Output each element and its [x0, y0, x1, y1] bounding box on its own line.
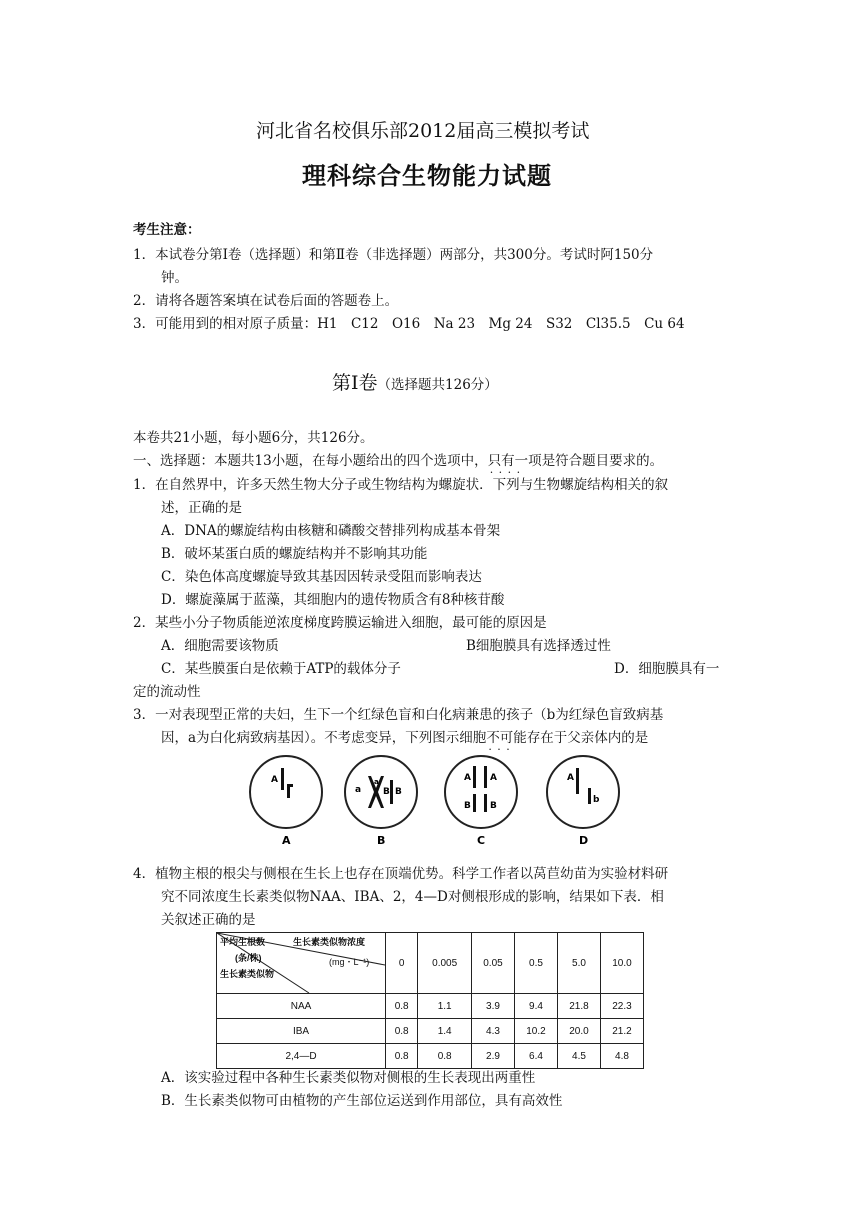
table-cell: 1.4	[418, 1019, 472, 1044]
q2-option-d-cont: 定的流动性	[133, 684, 201, 700]
row-name: IBA	[217, 1019, 386, 1044]
figure-label-a: A	[282, 834, 291, 847]
q1-option-c: C．染色体高度螺旋导致其基因因转录受阻而影响表达	[161, 569, 482, 585]
gene-label: a	[355, 785, 362, 795]
q4-option-b: B．生长素类似物可由植物的产生部位运送到作用部位，具有高效性	[161, 1093, 563, 1109]
table-cell: 4.8	[600, 1044, 643, 1069]
q1-stem-cont: 述，正确的是	[161, 500, 242, 516]
q3-text-b: 存在于父亲体内的是	[526, 730, 649, 746]
q2-option-b: B细胞膜具有选择透过性	[466, 638, 611, 654]
chromosome-icon	[576, 768, 579, 794]
table-cell: 9.4	[514, 994, 557, 1019]
q2-stem: 2．某些小分子物质能逆浓度梯度跨膜运输进入细胞，最可能的原因是	[133, 615, 547, 631]
table-cell: 21.2	[600, 1019, 643, 1044]
figure-label-b: B	[377, 834, 386, 847]
cell-a-outline	[250, 756, 322, 828]
table-cell: 21.8	[557, 994, 600, 1019]
chromosome-icon	[390, 780, 393, 804]
table-cell: 22.3	[600, 994, 643, 1019]
table-cell: 6.4	[514, 1044, 557, 1069]
q2-option-a: A．细胞需要该物质	[161, 638, 279, 654]
figure-label-d: D	[579, 834, 589, 847]
table-row	[217, 1019, 644, 1044]
gene-label: A	[490, 773, 497, 783]
column-header: 0.05	[471, 933, 514, 994]
cell-figures	[240, 750, 640, 850]
table-cell: 0.8	[418, 1044, 472, 1069]
cell-c-outline	[445, 756, 517, 828]
corner-unit-label: (mg・L⁻¹)	[329, 957, 370, 967]
section-heading	[332, 368, 498, 395]
column-header: 5.0	[557, 933, 600, 994]
instruction-emphasis: 只有一项 · · · ·	[488, 453, 542, 469]
table-header-row	[217, 933, 644, 994]
table-row	[217, 1044, 644, 1069]
column-header: 0	[386, 933, 418, 994]
gene-label: B	[490, 801, 497, 811]
page-title: 理科综合生物能力试题	[302, 161, 552, 190]
gene-label: B	[383, 787, 390, 797]
cell-d-outline	[547, 756, 619, 828]
q4-option-a: A．该实验过程中各种生长素类似物对侧根的生长表现出两重性	[161, 1070, 536, 1086]
q1-option-d: D．螺旋藻属于蓝藻，其细胞内的遗传物质含有8种核苷酸	[161, 592, 505, 608]
corner-top-right-label: 生长素类似物浓度	[293, 937, 366, 947]
table-cell: 2.9	[471, 1044, 514, 1069]
row-name: NAA	[217, 994, 386, 1019]
q3-emphasis: 不可能 · · ·	[486, 730, 527, 746]
column-header: 0.5	[514, 933, 557, 994]
table-cell: 3.9	[471, 994, 514, 1019]
chromosome-icon	[473, 794, 476, 812]
gene-label: b	[593, 795, 600, 805]
table-cell: 10.2	[514, 1019, 557, 1044]
q4-stem: 4．植物主根的根尖与侧根在生长上也存在顶端优势。科学工作者以莴苣幼苗为实验材料研	[133, 866, 669, 882]
instruction-text-b: 是符合题目要求的。	[541, 453, 664, 469]
section-title: 第Ⅰ卷	[332, 372, 378, 394]
section-intro: 本卷共21小题，每小题6分，共126分。	[133, 430, 374, 446]
q1-stem: 1．在自然界中，许多天然生物大分子或生物结构为螺旋状．下列与生物螺旋结构相关的叙	[133, 477, 669, 493]
q3-stem: 3．一对表现型正常的夫妇，生下一个红绿色盲和白化病兼患的孩子（b为红绿色盲致病基	[133, 707, 664, 723]
table-cell: 0.8	[386, 1044, 418, 1069]
notice-item-2: 2．请将各题答案填在试卷后面的答题卷上。	[133, 293, 399, 309]
table-cell: 0.8	[386, 994, 418, 1019]
table-cell: 0.8	[386, 1019, 418, 1044]
q3-stem-cont	[161, 726, 648, 746]
notice-item-3: 3．可能用到的相对原子质量：H1 C12 O16 Na 23 Mg 24 S32 Cl35.5 Cu 64	[133, 316, 685, 332]
table-cell: 20.0	[557, 1019, 600, 1044]
corner-top-label: 平均生根数	[220, 937, 266, 947]
q1-option-b: B．破坏某蛋白质的螺旋结构并不影响其功能	[161, 546, 428, 562]
chromosome-icon	[588, 788, 591, 804]
chromosome-icon	[473, 766, 476, 788]
q4-stem-cont: 究不同浓度生长素类似物NAA、IBA、2，4—D对侧根形成的影响，结果如下表．相	[161, 889, 664, 905]
notice-item-1: 1．本试卷分第Ⅰ卷（选择题）和第Ⅱ卷（非选择题）两部分，共300分。考试时阿150分	[133, 247, 654, 263]
column-header: 0.005	[418, 933, 472, 994]
gene-label: B	[464, 801, 471, 811]
cell-diagrams	[240, 750, 640, 850]
gene-label: A	[567, 773, 574, 783]
data-table	[216, 932, 644, 1069]
q4-stem-cont2: 关叙述正确的是	[161, 912, 256, 928]
notice-title: 考生注意：	[133, 222, 201, 238]
chromosome-icon	[287, 784, 293, 787]
row-name: 2,4—D	[217, 1044, 386, 1069]
q2-option-c: C．某些膜蛋白是依赖于ATP的载体分子	[161, 661, 401, 677]
gene-label: B	[395, 787, 402, 797]
figure-label-c: C	[477, 834, 486, 847]
gene-label: A	[271, 775, 278, 785]
table-row	[217, 994, 644, 1019]
section-subtitle: （选择题共126分）	[377, 377, 498, 393]
column-header: 10.0	[600, 933, 643, 994]
corner-mid-label: (条/株)	[235, 953, 262, 963]
section-instruction	[133, 449, 663, 469]
q1-option-a: A．DNA的螺旋结构由核糖和磷酸交替排列构成基本骨架	[161, 523, 501, 539]
corner-bottom-label: 生长素类似物	[220, 969, 275, 979]
table-cell: 4.3	[471, 1019, 514, 1044]
gene-label: A	[464, 773, 471, 783]
exam-header: 河北省名校俱乐部2012届高三模拟考试	[256, 120, 590, 142]
table-cell: 1.1	[418, 994, 472, 1019]
chromosome-icon	[484, 766, 487, 788]
q3-text-a: 因，a为白化病致病基因）。不考虑变异，下列图示细胞	[161, 730, 487, 746]
notice-item-1-cont: 钟。	[161, 270, 188, 286]
chromosome-icon	[281, 768, 284, 790]
table-cell: 4.5	[557, 1044, 600, 1069]
q2-option-d: D．细胞膜具有一	[614, 661, 720, 677]
instruction-text-a: 一、选择题：本题共13小题，在每小题给出的四个选项中，	[133, 453, 488, 469]
chromosome-icon	[484, 794, 487, 812]
table-corner-cell	[217, 933, 386, 994]
gene-label: a	[374, 778, 379, 786]
